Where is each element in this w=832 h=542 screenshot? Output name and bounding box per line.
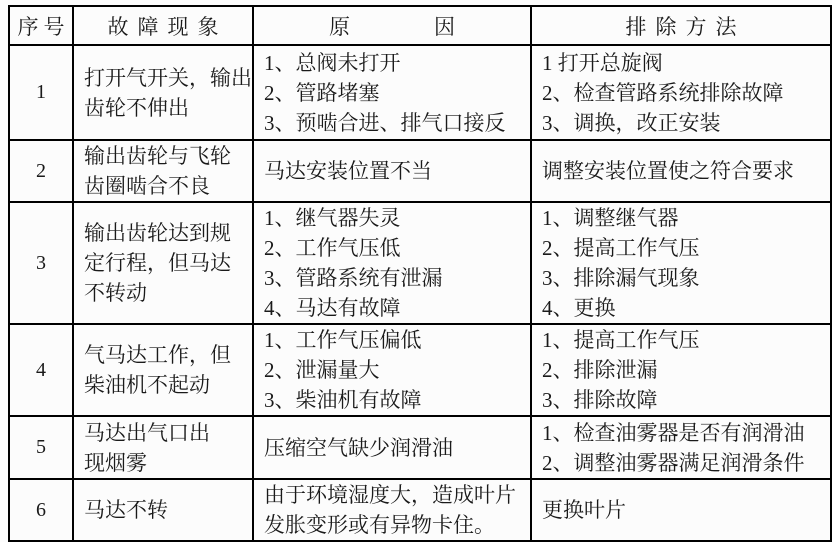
row-number-cell: 5: [9, 416, 73, 479]
phenomenon-cell: [73, 479, 253, 541]
table-row: [9, 45, 831, 140]
cause-item: 3、管路系统有泄漏: [264, 266, 443, 290]
cause-item: 1、继气器失灵: [264, 206, 401, 230]
cause-item: 发胀变形或有异物卡住。: [264, 513, 495, 537]
row-number-cell: 2: [9, 140, 73, 202]
remedy-cell: [531, 45, 831, 140]
cause-cell: [253, 479, 531, 541]
phenomenon-line: 气马达工作，但: [84, 343, 231, 367]
remedy-item: 3、排除故障: [542, 388, 658, 412]
remedy-item: 3、调换，改正安装: [542, 110, 721, 135]
phenomenon-line: 输出齿轮达到规: [84, 221, 231, 245]
remedy-item: 更换叶片: [542, 498, 626, 522]
header-row: [9, 6, 831, 45]
remedy-item: 1、提高工作气压: [542, 328, 700, 352]
phenomenon-line: 打开气开关，输出: [84, 65, 252, 90]
phenomenon-line: 输出齿轮与飞轮: [84, 144, 231, 168]
cause-item: 3、预啮合进、排气口接反: [264, 110, 506, 135]
remedy-item: 2、检查管路系统排除故障: [542, 80, 784, 105]
cause-item: 2、泄漏量大: [264, 358, 380, 382]
table-row: [9, 416, 831, 479]
cause-item: 3、柴油机有故障: [264, 388, 422, 412]
cause-item: 4、马达有故障: [264, 296, 401, 320]
row-number-cell: 6: [9, 479, 73, 541]
header-cell-number: 序号: [9, 6, 73, 45]
troubleshooting-table: [8, 5, 832, 542]
remedy-cell: [531, 479, 831, 541]
table-row: [9, 479, 831, 541]
cause-item: 2、管路堵塞: [264, 80, 380, 105]
table-row: [9, 140, 831, 202]
header-cell-remedy: 排除方法: [531, 6, 831, 45]
cause-cell: [253, 324, 531, 416]
cause-cell: [253, 45, 531, 140]
phenomenon-line: 马达不转: [84, 498, 168, 522]
cause-item: 由于环境湿度大，造成叶片: [264, 483, 516, 507]
remedy-item: 2、提高工作气压: [542, 236, 700, 260]
cause-cell: [253, 140, 531, 202]
table-row: [9, 202, 831, 324]
cause-cell: [253, 416, 531, 479]
cause-cell: [253, 202, 531, 324]
phenomenon-cell: [73, 140, 253, 202]
cause-item: 2、工作气压低: [264, 236, 401, 260]
row-number-cell: 3: [9, 202, 73, 324]
remedy-item: 3、排除漏气现象: [542, 266, 700, 290]
remedy-cell: [531, 202, 831, 324]
phenomenon-line: 现烟雾: [84, 450, 147, 475]
remedy-cell: [531, 324, 831, 416]
phenomenon-line: 柴油机不起动: [84, 373, 210, 397]
table-row: [9, 324, 831, 416]
phenomenon-line: 马达出气口出: [84, 420, 210, 445]
remedy-item: 1 打开总旋阀: [542, 50, 663, 75]
remedy-item: 1、调整继气器: [542, 206, 679, 230]
remedy-item: 调整安装位置使之符合要求: [542, 159, 794, 183]
phenomenon-line: 齿轮不伸出: [84, 95, 189, 120]
phenomenon-line: 齿圈啮合不良: [84, 174, 210, 198]
header-cell-cause: 原 因: [253, 6, 531, 45]
remedy-item: 1、检查油雾器是否有润滑油: [542, 420, 805, 445]
cause-item: 1、总阀未打开: [264, 50, 401, 75]
row-number-cell: 1: [9, 45, 73, 140]
header-cell-phenomenon: 故障现象: [73, 6, 253, 45]
row-number-cell: 4: [9, 324, 73, 416]
cause-item: 马达安装位置不当: [264, 159, 432, 183]
cause-item: 1、工作气压偏低: [264, 328, 422, 352]
phenomenon-line: 不转动: [84, 281, 147, 305]
remedy-cell: [531, 416, 831, 479]
phenomenon-cell: [73, 202, 253, 324]
phenomenon-line: 定行程，但马达: [84, 251, 231, 275]
remedy-item: 2、调整油雾器满足润滑条件: [542, 450, 805, 475]
remedy-item: 2、排除泄漏: [542, 358, 658, 382]
remedy-item: 4、更换: [542, 296, 616, 320]
phenomenon-cell: [73, 324, 253, 416]
phenomenon-cell: [73, 416, 253, 479]
phenomenon-cell: [73, 45, 253, 140]
cause-item: 压缩空气缺少润滑油: [264, 435, 453, 460]
remedy-cell: [531, 140, 831, 202]
